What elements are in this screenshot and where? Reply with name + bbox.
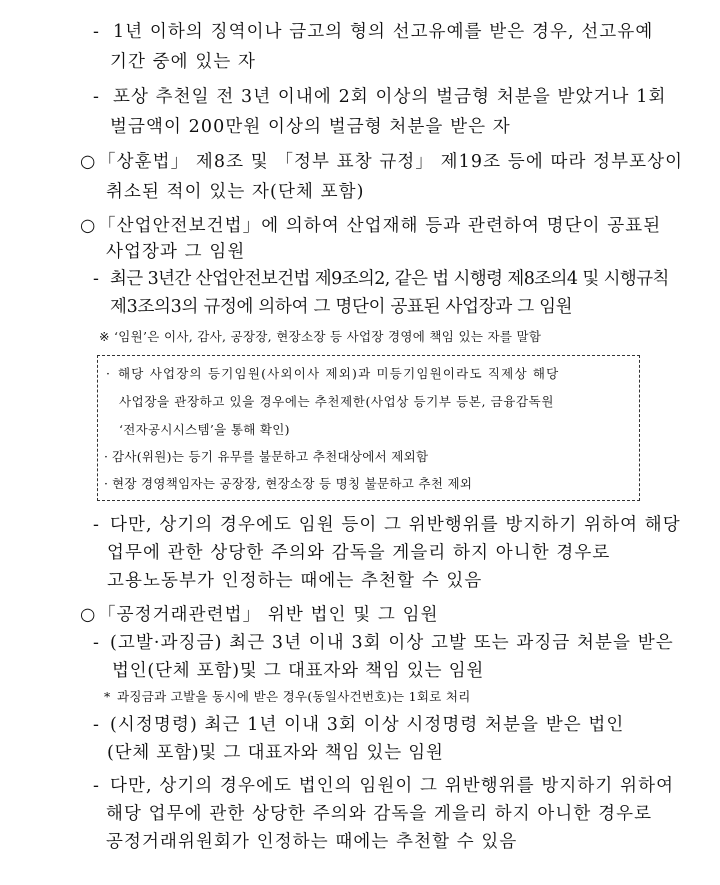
text-line: 취소된 적이 있는 자(단체 포함) bbox=[106, 182, 365, 202]
box-bullet: · bbox=[104, 476, 109, 491]
text-line: 제3조의3의 규정에 의하여 그 명단이 공표된 사업장과 그 임원 bbox=[110, 297, 573, 317]
text-line: 1년 이하의 징역이나 금고의 형의 선고유예를 받은 경우, 선고유예 bbox=[113, 22, 654, 42]
box-text-line: ‘전자공시시스템’을 통해 확인) bbox=[119, 422, 290, 437]
dashed-note-box bbox=[97, 355, 640, 501]
text-line: 「산업안전보건법」에 의하여 산업재해 등과 관련하여 명단이 공표된 bbox=[98, 216, 662, 236]
text-line: 최근 3년간 산업안전보건법 제9조의2, 같은 법 시행령 제8조의4 및 시행규칙 bbox=[110, 269, 669, 289]
dash-marker: - bbox=[93, 776, 100, 796]
circle-bullet: ○ bbox=[80, 605, 96, 625]
text-line: 「상훈법」 제8조 및 「정부 표창 규정」 제19조 등에 따라 정부포상이 bbox=[98, 152, 684, 172]
box-text-line: 현장 경영책임자는 공장장, 현장소장 등 명칭 불문하고 추천 제외 bbox=[112, 476, 473, 491]
note-marker: * bbox=[104, 689, 111, 704]
text-line: 포상 추천일 전 3년 이내에 2회 이상의 벌금형 처분을 받았거나 1회 bbox=[113, 87, 667, 107]
dash-marker: - bbox=[93, 633, 100, 653]
text-line: 업무에 관한 상당한 주의와 감독을 게을리 하지 아니한 경우로 bbox=[107, 543, 611, 563]
dash-marker: - bbox=[93, 269, 100, 289]
text-line: 고용노동부가 인정하는 때에는 추천할 수 있음 bbox=[107, 571, 483, 591]
text-line: 「공정거래관련법」 위반 법인 및 그 임원 bbox=[98, 605, 439, 625]
text-line: 벌금액이 200만원 이상의 벌금형 처분을 받은 자 bbox=[110, 117, 511, 137]
box-bullet: · bbox=[104, 449, 109, 464]
text-line: (단체 포함)및 그 대표자와 책임 있는 임원 bbox=[107, 743, 444, 763]
text-line: (시정명령) 최근 1년 이내 3회 이상 시정명령 처분을 받은 법인 bbox=[110, 715, 625, 735]
circle-bullet: ○ bbox=[80, 152, 96, 172]
circle-bullet: ○ bbox=[80, 216, 96, 236]
text-line: 법인(단체 포함)및 그 대표자와 책임 있는 임원 bbox=[112, 661, 485, 681]
note-text: 과징금과 고발을 동시에 받은 경우(동일사건번호)는 1회로 처리 bbox=[117, 689, 471, 704]
dash-marker: - bbox=[93, 515, 100, 535]
text-line: 다만, 상기의 경우에도 법인의 임원이 그 위반행위를 방지하기 위하여 bbox=[110, 776, 675, 796]
box-bullet: · bbox=[106, 366, 111, 381]
text-line: (고발·과징금) 최근 3년 이내 3회 이상 고발 또는 과징금 처분을 받은 bbox=[110, 633, 674, 653]
dash-marker: - bbox=[93, 22, 100, 42]
text-line: 해당 업무에 관한 상당한 주의와 감독을 게을리 하지 아니한 경우로 bbox=[106, 804, 653, 824]
box-text-line: 해당 사업장의 등기임원(사외이사 제외)과 미등기임원이라도 직제상 해당 bbox=[118, 366, 560, 381]
note-text: ‘임원’은 이사, 감사, 공장장, 현장소장 등 사업장 경영에 책임 있는 자를 말함 bbox=[114, 329, 542, 344]
text-line: 다만, 상기의 경우에도 임원 등이 그 위반행위를 방지하기 위하여 해당 bbox=[110, 515, 681, 535]
dash-marker: - bbox=[93, 87, 100, 107]
text-line: 사업장과 그 임원 bbox=[106, 242, 246, 262]
text-line: 공정거래위원회가 인정하는 때에는 추천할 수 있음 bbox=[106, 832, 518, 852]
dash-marker: - bbox=[93, 715, 100, 735]
box-text-line: 감사(위원)는 등기 유무를 불문하고 추천대상에서 제외함 bbox=[112, 449, 429, 464]
note-marker: ※ bbox=[99, 329, 110, 344]
box-text-line: 사업장을 관장하고 있을 경우에는 추천제한(사업상 등기부 등본, 금융감독원 bbox=[119, 394, 554, 409]
text-line: 기간 중에 있는 자 bbox=[110, 52, 257, 72]
